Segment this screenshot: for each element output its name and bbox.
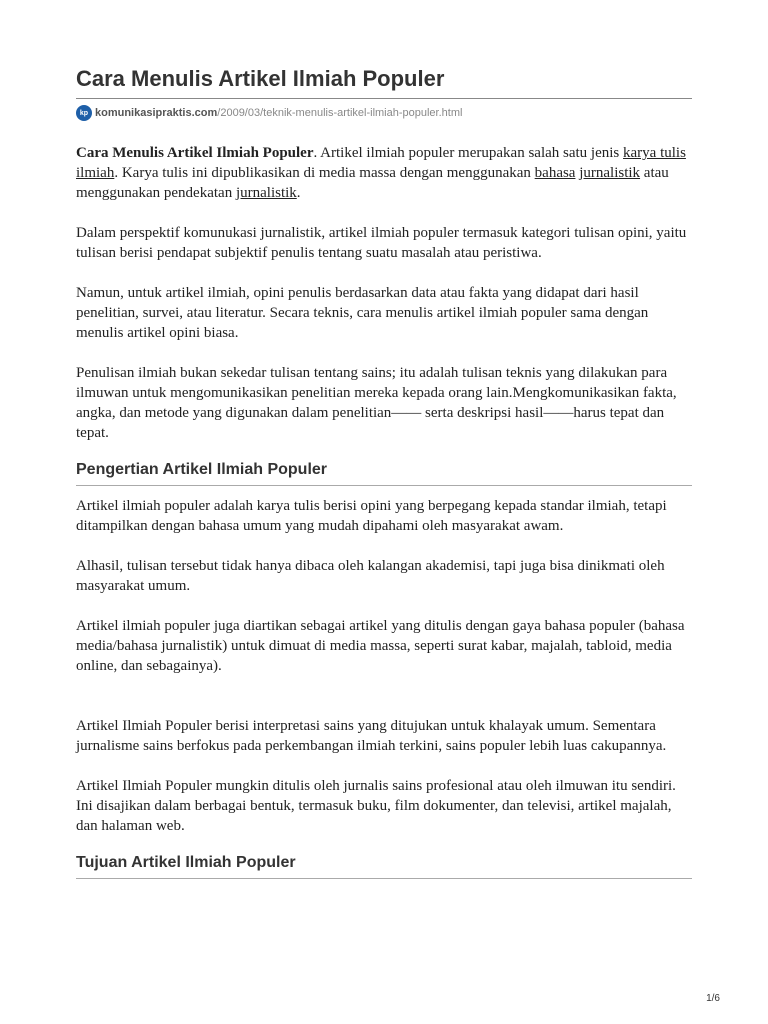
intro-text: . Artikel ilmiah populer merupakan salah satu jenis	[313, 145, 624, 161]
intro-text: . Karya tulis ini dipublikasikan di media massa dengan menggunakan	[114, 165, 535, 181]
intro-text: .	[296, 185, 301, 201]
intro-paragraph	[76, 143, 692, 203]
intro-text: atau menggunakan pendekatan	[76, 165, 669, 201]
body-paragraph: Artikel Ilmiah Populer berisi interpretasi sains yang ditujukan untuk khalayak umum. Sementara jurnalisme sains berfokus pada perkembangan ilmiah terkini, sains populer lebih luas cakupannya.	[76, 718, 667, 754]
body-paragraph: Alhasil, tulisan tersebut tidak hanya dibaca oleh kalangan akademisi, tapi juga bisa dinikmati oleh masyarakat umum.	[76, 558, 665, 594]
link-karya-tulis-ilmiah[interactable]: karya tulis ilmiah	[76, 145, 686, 181]
article-title: Cara Menulis Artikel Ilmiah Populer	[76, 64, 692, 99]
section-heading: Tujuan Artikel Ilmiah Populer	[76, 852, 692, 879]
intro-bold-lead: Cara Menulis Artikel Ilmiah Populer	[76, 145, 314, 161]
source-path: /2009/03/teknik-menulis-artikel-ilmiah-populer.html	[217, 107, 463, 119]
body-paragraph: Dalam perspektif komunukasi jurnalistik, artikel ilmiah populer termasuk kategori tulisan opini, yaitu tulisan berisi pendapat subjektif penulis tentang suatu masalah atau peristiwa.	[76, 225, 687, 261]
source-domain: komunikasipraktis.com	[95, 107, 218, 119]
body-paragraph: Penulisan ilmiah bukan sekedar tulisan tentang sains; itu adalah tulisan teknis yang dilakukan para ilmuwan untuk mengomunikasikan penelitian mereka kepada orang lain.Mengkomunikasikan fakta, angka, dan metode yang digunakan dalam penelitian—— serta deskripsi hasil——harus tepat dan tepat.	[76, 365, 677, 441]
document-page	[76, 64, 692, 889]
source-line	[76, 104, 692, 122]
body-paragraph: Artikel Ilmiah Populer mungkin ditulis oleh jurnalis sains profesional atau oleh ilmuwan itu sendiri. Ini disajikan dalam berbagai bentuk, termasuk buku, film dokumenter, dan televisi, artikel majalah, dan halaman web.	[76, 778, 676, 834]
body-paragraph: Artikel ilmiah populer adalah karya tulis berisi opini yang berpegang kepada standar ilmiah, tetapi ditampilkan dengan bahasa umum yang mudah dipahami oleh masyarakat awam.	[76, 498, 667, 534]
body-paragraph: Artikel ilmiah populer juga diartikan sebagai artikel yang ditulis dengan gaya bahasa populer (bahasa media/bahasa jurnalistik) untuk dimuat di media massa, seperti surat kabar, majalah, tabloid, media online, dan sebagainya).	[76, 618, 685, 674]
article-body	[76, 143, 692, 879]
site-logo-icon: kp	[76, 105, 92, 121]
link-jurnalistik-2[interactable]: jurnalistik	[235, 185, 297, 201]
page-number: 1/6	[706, 993, 720, 1004]
body-paragraph: Namun, untuk artikel ilmiah, opini penulis berdasarkan data atau fakta yang didapat dari hasil penelitian, survei, atau literatur. Secara teknis, cara menulis artikel ilmiah populer sama dengan menulis artikel opini biasa.	[76, 285, 649, 341]
link-jurnalistik[interactable]: jurnalistik	[579, 165, 641, 181]
link-bahasa[interactable]: bahasa	[534, 165, 576, 181]
source-link[interactable]	[95, 107, 462, 119]
section-heading: Pengertian Artikel Ilmiah Populer	[76, 459, 692, 486]
